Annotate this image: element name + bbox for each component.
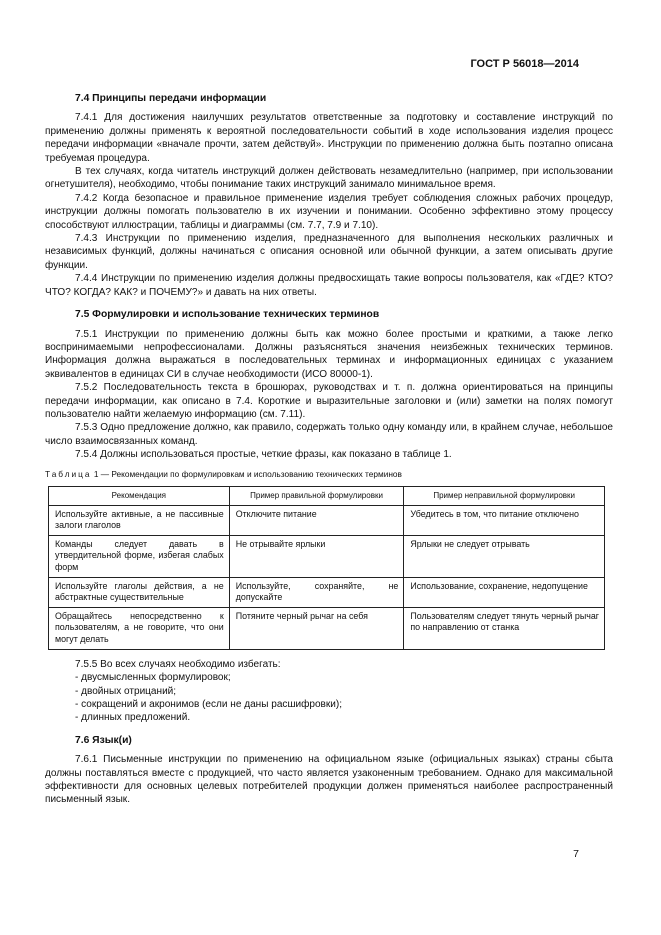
list-item: - сокращений и акронимов (если не даны расшифровки); bbox=[75, 699, 343, 711]
section-7-5-heading: 7.5 Формулировки и использование технических терминов bbox=[75, 309, 380, 321]
column-header-correct-example: Пример правильной формулировки bbox=[229, 486, 404, 505]
table-cell: Ярлыки не следует отрывать bbox=[404, 536, 605, 578]
table-cell: Пользователям следует тянуть черный рычаг по направлению от станка bbox=[404, 608, 605, 650]
table-header-row bbox=[49, 486, 605, 505]
table-cell: Используйте активные, а не пассивные залоги глаголов bbox=[49, 505, 230, 535]
list-item: - двусмысленных формулировок; bbox=[75, 672, 231, 684]
paragraph: В тех случаях, когда читатель инструкций должен действовать незамедлительно (например, при использовании огнетушителя), необходимо, чтобы понимание таких инструкций занимало минимальное время. bbox=[45, 166, 613, 191]
table-row bbox=[49, 577, 605, 607]
table-cell: Не отрывайте ярлыки bbox=[229, 536, 404, 578]
table-cell: Используйте, сохраняйте, не допускайте bbox=[229, 577, 404, 607]
column-header-incorrect-example: Пример неправильной формулировки bbox=[404, 486, 605, 505]
table-cell: Потяните черный рычаг на себя bbox=[229, 608, 404, 650]
paragraph: 7.4.3 Инструкции по применению изделия, предназначенного для выполнения нескольких различных и независимых функций, должны начинаться с описания основной или обычной функции, а затем описывать другие функции. bbox=[45, 233, 613, 271]
table-cell: Команды следует давать в утвердительной форме, избегая слабых форм bbox=[49, 536, 230, 578]
table-cell: Использование, сохранение, недопущение bbox=[404, 577, 605, 607]
paragraph: 7.4.4 Инструкции по применению изделия должны предвосхищать такие вопросы пользователя, как «ГДЕ? КТО? ЧТО? КОГДА? КАК? и ПОЧЕМУ?» и давать на них ответы. bbox=[45, 273, 613, 298]
recommendations-table bbox=[48, 486, 605, 650]
avoid-list bbox=[45, 671, 613, 725]
table-cell: Убедитесь в том, что питание отключено bbox=[404, 505, 605, 535]
table-cell: Обращайтесь непосредственно к пользователям, а не говорите, что они могут делать bbox=[49, 608, 230, 650]
table-caption-prefix: Таблица bbox=[45, 468, 92, 479]
paragraph: 7.5.5 Во всех случаях необходимо избегать: bbox=[75, 658, 281, 670]
page-number: 7 bbox=[573, 848, 579, 860]
section-7-6-heading: 7.6 Язык(и) bbox=[75, 734, 132, 746]
table-caption bbox=[45, 468, 613, 480]
table-caption-text: 1 — Рекомендации по формулировкам и использованию технических терминов bbox=[91, 468, 402, 479]
paragraph: 7.5.4 Должны использоваться простые, четкие фразы, как показано в таблице 1. bbox=[75, 449, 452, 461]
page-content bbox=[45, 92, 613, 807]
paragraph: 7.4.1 Для достижения наилучших результатов ответственные за подготовку и составление инструкций по применению должны применять к вероятной последовательности событий в ходе использования изделия процесс передачи информации «вначале прочти, затем действуй». Инструкции по применению должна быть поэтапно описана требуемая процедура. bbox=[45, 112, 613, 164]
paragraph: 7.6.1 Письменные инструкции по применению на официальном языке (официальных языках) страны сбыта должны поставляться вместе с продукцией, что часто является узаконенным требованием. Однако для максимальной эффективности для основных целевых потребителей продукции должен применяться наиболее распространенный письменный язык. bbox=[45, 754, 613, 806]
table-row bbox=[49, 536, 605, 578]
column-header-recommendation: Рекомендация bbox=[49, 486, 230, 505]
table-cell: Используйте глаголы действия, а не абстрактные существительные bbox=[49, 577, 230, 607]
table-row bbox=[49, 505, 605, 535]
paragraph: 7.5.3 Одно предложение должно, как правило, содержать только одну команду или, в крайнем случае, небольшое число взаимосвязанных команд. bbox=[45, 422, 613, 447]
paragraph: 7.5.2 Последовательность текста в брошюрах, руководствах и т. п. должна ориентироваться на принципы передачи информации, как описано в 7.4. Короткие и выразительные заголовки и (или) заметки на полях помогут пользователю найти желаемую информацию (см. 7.11). bbox=[45, 382, 613, 420]
section-7-4-heading: 7.4 Принципы передачи информации bbox=[75, 93, 267, 104]
table-cell: Отключите питание bbox=[229, 505, 404, 535]
document-id-header: ГОСТ Р 56018—2014 bbox=[470, 58, 579, 70]
list-item: - длинных предложений. bbox=[75, 712, 191, 724]
paragraph: 7.5.1 Инструкции по применению должны быть как можно более простыми и краткими, а также легко воспринимаемыми непрофессионалами. Должны разъясняться значения неизбежных технических терминов. Информация должна выражаться в последовательных терминах и информационных единицах с указанием эквивалентов в единицах СИ в случае необходимости (ИСО 80000-1). bbox=[45, 328, 613, 380]
table-row bbox=[49, 608, 605, 650]
paragraph: 7.4.2 Когда безопасное и правильное применение изделия требует соблюдения сложных рабочих процедур, инструкции должны помогать пользователю в их изучении и понимании. Особенно эффективно этому процессу способствуют иллюстрации, таблицы и диаграммы (см. 7.7, 7.9 и 7.10). bbox=[45, 192, 613, 231]
list-item: - двойных отрицаний; bbox=[75, 685, 177, 697]
